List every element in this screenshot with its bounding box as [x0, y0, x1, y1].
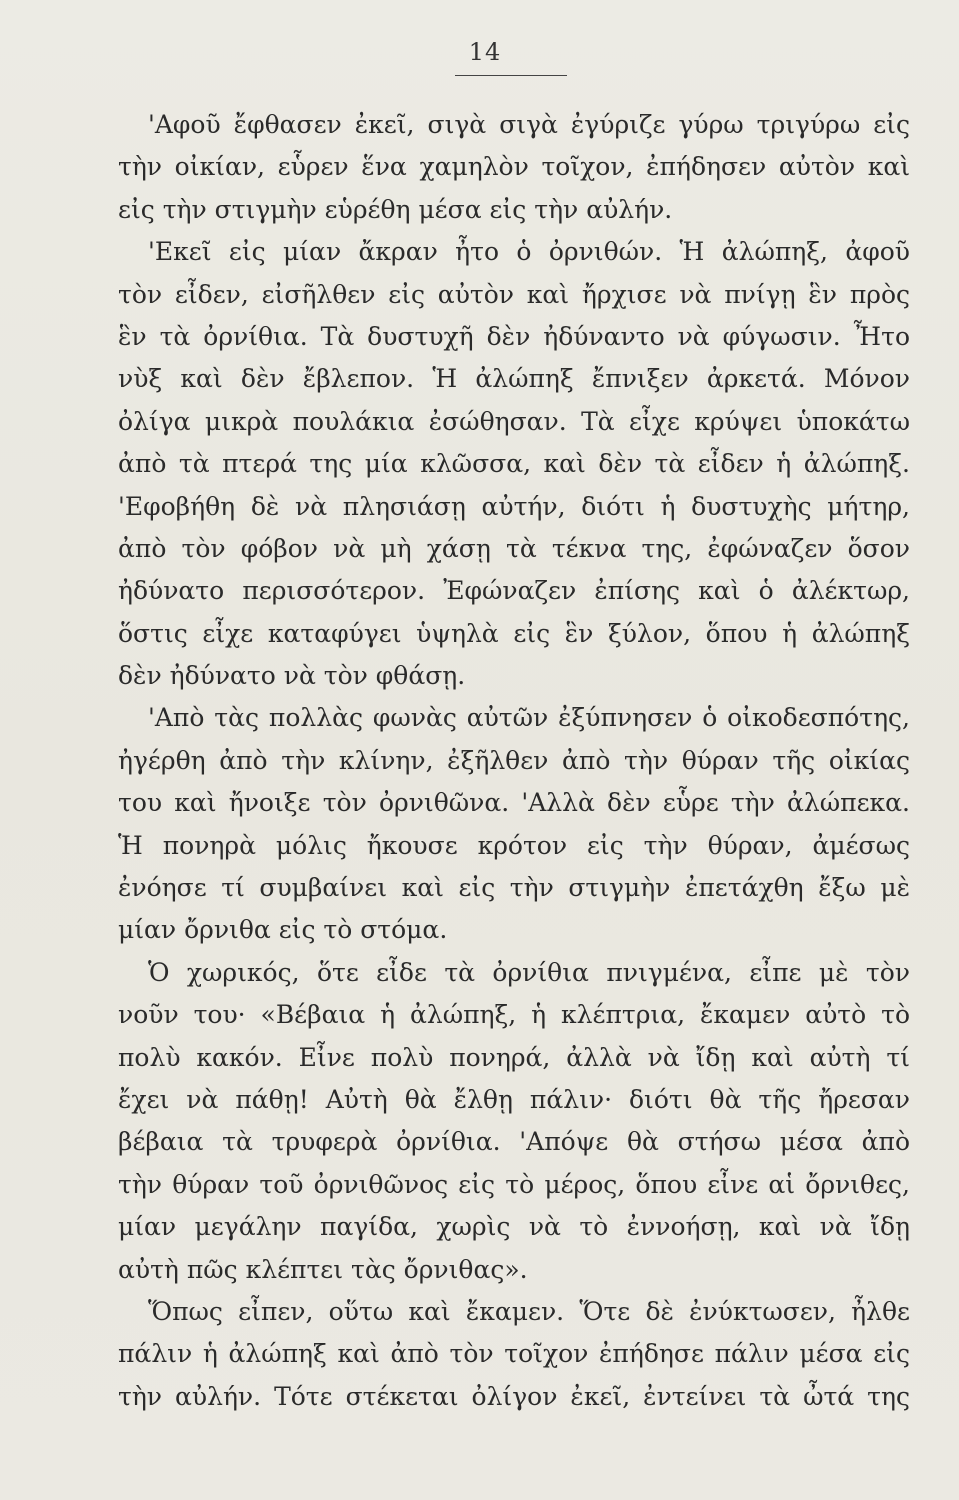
text-line: εἰς τὴν στιγμὴν εὑρέθη μέσα εἰς τὴν αὐλήν.: [118, 194, 673, 224]
text-line: ἔχει νὰ πάθῃ! Αὐτὴ θὰ ἔλθῃ πάλιν· διότι θὰ τῆς ἤρεσαν: [118, 1084, 910, 1114]
text-line: 'Απὸ τὰς πολλὰς φωνὰς αὐτῶν ἐξύπνησεν ὁ οἰκοδεσπότης,: [148, 703, 910, 733]
text-line: ὅστις εἶχε καταφύγει ὑψηλὰ εἰς ἓν ξύλον, ὅπου ἡ ἀλώπηξ: [118, 618, 910, 648]
page-number: 14: [468, 38, 502, 66]
text-line: 'Εκεῖ εἰς μίαν ἄκραν ἦτο ὁ ὀρνιθών. Ἡ ἀλώπηξ, ἀφοῦ: [148, 237, 910, 267]
text-line: ἠδύνατο περισσότερον. Ἐφώναζεν ἐπίσης καὶ ὁ ἀλέκτωρ,: [118, 576, 910, 606]
text-line: 'Εφοβήθη δὲ νὰ πλησιάσῃ αὐτήν, διότι ἡ δυστυχὴς μήτηρ,: [118, 491, 910, 521]
body-text: [118, 104, 910, 1418]
text-line: Ὁ χωρικός, ὅτε εἶδε τὰ ὀρνίθια πνιγμένα, εἶπε μὲ τὸν: [148, 957, 910, 987]
text-line: τὴν αὐλήν. Τότε στέκεται ὀλίγον ἐκεῖ, ἐντείνει τὰ ὦτά της: [118, 1381, 910, 1411]
text-line: μίαν ὄρνιθα εἰς τὸ στόμα.: [118, 915, 448, 945]
text-line: αὐτὴ πῶς κλέπτει τὰς ὄρνιθας».: [118, 1254, 528, 1284]
text-line: Ὅπως εἶπεν, οὕτω καὶ ἔκαμεν. Ὅτε δὲ ἐνύκτωσεν, ἦλθε: [148, 1296, 910, 1326]
text-line: τὴν οἰκίαν, εὗρεν ἕνα χαμηλὸν τοῖχον, ἐπήδησεν αὐτὸν καὶ: [118, 152, 910, 182]
text-line: Ἡ πονηρὰ μόλις ἤκουσε κρότον εἰς τὴν θύραν, ἀμέσως: [118, 830, 910, 860]
text-line: βέβαια τὰ τρυφερὰ ὀρνίθια. 'Απόψε θὰ στήσω μέσα ἀπὸ: [118, 1127, 910, 1157]
text-line: ἐνόησε τί συμβαίνει καὶ εἰς τὴν στιγμὴν ἐπετάχθη ἔξω μὲ: [118, 873, 910, 903]
text-line: δὲν ἠδύνατο νὰ τὸν φθάσῃ.: [118, 661, 466, 691]
text-line: ὀλίγα μικρὰ πουλάκια ἐσώθησαν. Τὰ εἶχε κρύψει ὑποκάτω: [118, 406, 910, 436]
text-line: ἠγέρθη ἀπὸ τὴν κλίνην, ἐξῆλθεν ἀπὸ τὴν θύραν τῆς οἰκίας: [118, 745, 910, 775]
text-line: 'Αφοῦ ἔφθασεν ἐκεῖ, σιγὰ σιγὰ ἐγύριζε γύρω τριγύρω εἰς: [148, 110, 910, 139]
text-line: μίαν μεγάλην παγίδα, χωρὶς νὰ τὸ ἐννοήσῃ, καὶ νὰ ἴδῃ: [118, 1212, 910, 1242]
header-rule: [455, 75, 567, 76]
text-line: τὸν εἶδεν, εἰσῆλθεν εἰς αὐτὸν καὶ ἤρχισε νὰ πνίγῃ ἓν πρὸς: [118, 279, 910, 309]
text-line: πολὺ κακόν. Εἶνε πολὺ πονηρά, ἀλλὰ νὰ ἴδῃ καὶ αὐτὴ τί: [118, 1042, 910, 1072]
text-line: ἀπὸ τὰ πτερά της μία κλῶσσα, καὶ δὲν τὰ εἶδεν ἡ ἀλώπηξ.: [118, 449, 910, 479]
text-line: νὺξ καὶ δὲν ἔβλεπον. Ἡ ἀλώπηξ ἔπνιξεν ἀρκετά. Μόνον: [118, 364, 910, 394]
text-line: ἀπὸ τὸν φόβον νὰ μὴ χάσῃ τὰ τέκνα της, ἐφώναζεν ὅσον: [118, 533, 910, 563]
text-line: νοῦν του· «Βέβαια ἡ ἀλώπηξ, ἡ κλέπτρια, ἔκαμεν αὐτὸ τὸ: [118, 1000, 910, 1030]
text-line: του καὶ ἤνοιξε τὸν ὀρνιθῶνα. 'Αλλὰ δὲν εὗρε τὴν ἀλώπεκα.: [118, 788, 910, 818]
text-line: τὴν θύραν τοῦ ὀρνιθῶνος εἰς τὸ μέρος, ὅπου εἶνε αἱ ὄρνιθες,: [118, 1169, 910, 1199]
text-line: ἓν τὰ ὀρνίθια. Τὰ δυστυχῆ δὲν ἠδύναντο νὰ φύγωσιν. Ἦτο: [118, 321, 910, 351]
text-line: πάλιν ἡ ἀλώπηξ καὶ ἀπὸ τὸν τοῖχον ἐπήδησε πάλιν μέσα εἰς: [118, 1339, 910, 1369]
